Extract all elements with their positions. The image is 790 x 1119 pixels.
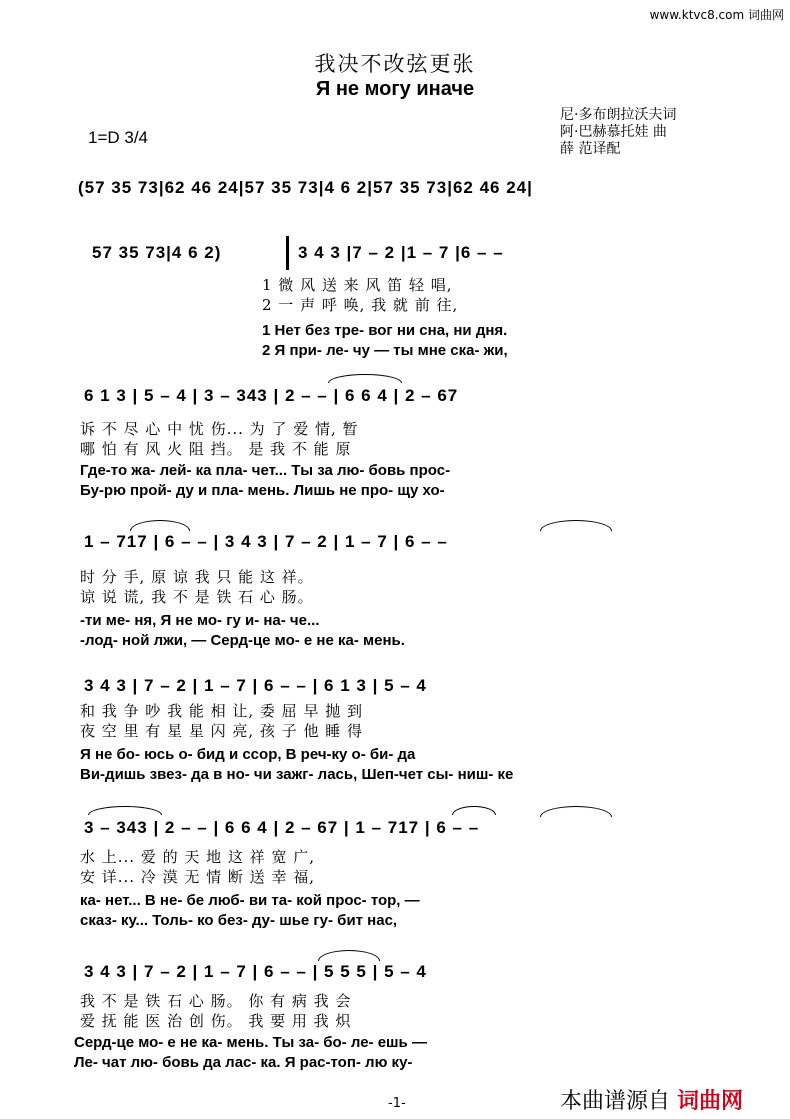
lyrics-cn-verse2: 2 一 声 呼 唤, 我 就 前 往,	[262, 296, 459, 314]
lyrics-cn-verse1: 和 我 争 吵 我 能 相 让, 委 屈 早 抛 到	[80, 702, 363, 720]
key-time-signature: 1=D 3/4	[88, 128, 149, 147]
lyrics-ru-verse2: Бу-рю прой- ду и пла- мень. Лишь не про- щу хо-	[80, 482, 445, 499]
watermark-text: www.ktvc8.com 词曲网	[649, 8, 784, 22]
lyrics-cn-verse1: 诉 不 尽 心 中 忧 伤... 为 了 爱 情, 暂	[80, 420, 359, 438]
lyrics-cn-verse2: 谅 说 谎, 我 不 是 铁 石 心 肠。	[80, 588, 314, 606]
slur-system-3	[540, 520, 612, 531]
lyricist-credit: 尼·多布朗拉沃夫词	[560, 107, 677, 123]
lyrics-cn-verse1: 我 不 是 铁 石 心 肠。 你 有 病 我 会	[80, 992, 352, 1010]
lyrics-ru-verse1: -ти ме- ня, Я не мо- гу и- на- че...	[80, 612, 320, 629]
notes-system-3: 1 – 717 | 6 – – | 3 4 3 | 7 – 2 | 1 – 7 | 6 – –	[84, 532, 448, 551]
lyrics-ru-verse2: сказ- ку... Толь- ко без- ду- шье гу- бит нас,	[80, 912, 398, 929]
slur-system-5c	[540, 806, 612, 817]
intro-line-1: (57 35 73|62 46 24|57 35 73|4 6 2|57 35 73|62 46 24|	[78, 178, 533, 197]
slur-system-5b	[452, 806, 496, 815]
lyrics-cn-verse2: 夜 空 里 有 星 星 闪 亮, 孩 子 他 睡 得	[80, 722, 363, 740]
intro-line-2: 57 35 73|4 6 2)	[92, 243, 222, 262]
source-site: 词曲网	[677, 1089, 744, 1114]
composer-credit: 阿·巴赫慕托娃 曲	[560, 124, 667, 140]
slur-system-2	[328, 374, 402, 383]
lyrics-cn-verse2: 爱 抚 能 医 治 创 伤。 我 要 用 我 炽	[80, 1012, 352, 1030]
lyrics-ru-verse1: 1 Нет без тре- вог ни сна, ни дня.	[262, 322, 508, 339]
lyrics-cn-verse1: 水 上... 爱 的 天 地 这 祥 宽 广,	[80, 848, 315, 866]
lyrics-ru-verse1: Серд-це мо- е не ка- мень. Ты за- бо- ле- ешь —	[74, 1034, 427, 1051]
verse-start-notes: 3 4 3 |7 – 2 |1 – 7 |6 – –	[298, 243, 504, 262]
source-credit	[560, 1084, 743, 1115]
page-number: -1-	[388, 1096, 406, 1111]
slur-system-5	[88, 806, 162, 815]
lyrics-ru-verse2: 2 Я при- ле- чу — ты мне ска- жи,	[262, 342, 508, 359]
notes-system-6: 3 4 3 | 7 – 2 | 1 – 7 | 6 – – | 5 5 5 | 5 – 4	[84, 962, 427, 981]
slur-triplet	[130, 520, 190, 531]
song-title-russian: Я не могу иначе	[315, 78, 475, 100]
lyrics-cn-verse1: 1 微 风 送 来 风 笛 轻 唱,	[262, 276, 453, 294]
lyrics-ru-verse2: -лод- ной лжи, — Серд-це мо- е не ка- мень.	[80, 632, 405, 649]
lyrics-cn-verse2: 安 详... 冷 漠 无 情 断 送 幸 福,	[80, 868, 315, 886]
lyrics-cn-verse2: 哪 怕 有 风 火 阻 挡。 是 我 不 能 原	[80, 440, 352, 458]
lyrics-ru-verse1: Где-то жа- лей- ка пла- чет... Ты за лю- бовь прос-	[80, 462, 451, 479]
song-title-chinese: 我决不改弦更张	[314, 52, 476, 76]
lyrics-ru-verse1: ка- нет... В не- бе люб- ви та- кой прос- тор, —	[80, 892, 420, 909]
notes-system-2: 6 1 3 | 5 – 4 | 3 – 343 | 2 – – | 6 6 4 | 2 – 67	[84, 386, 459, 405]
lyrics-ru-verse1: Я не бо- юсь о- бид и ссор, В реч-ку о- би- да	[80, 746, 416, 763]
slur-system-6	[318, 950, 380, 961]
repeat-barline	[286, 236, 289, 270]
translator-credit: 薛 范译配	[560, 141, 621, 157]
notes-system-5: 3 – 343 | 2 – – | 6 6 4 | 2 – 67 | 1 – 717 | 6 – –	[84, 818, 480, 837]
lyrics-ru-verse2: Ви-дишь звез- да в но- чи зажг- лась, Шеп-чет сы- ниш- ке	[80, 766, 514, 783]
lyrics-cn-verse1: 时 分 手, 原 谅 我 只 能 这 祥。	[80, 568, 314, 586]
lyrics-ru-verse2: Ле- чат лю- бовь да лас- ка. Я рас-топ- лю ку-	[74, 1054, 413, 1071]
notes-system-4: 3 4 3 | 7 – 2 | 1 – 7 | 6 – – | 6 1 3 | 5 – 4	[84, 676, 427, 695]
source-label: 本曲谱源自	[560, 1089, 671, 1114]
